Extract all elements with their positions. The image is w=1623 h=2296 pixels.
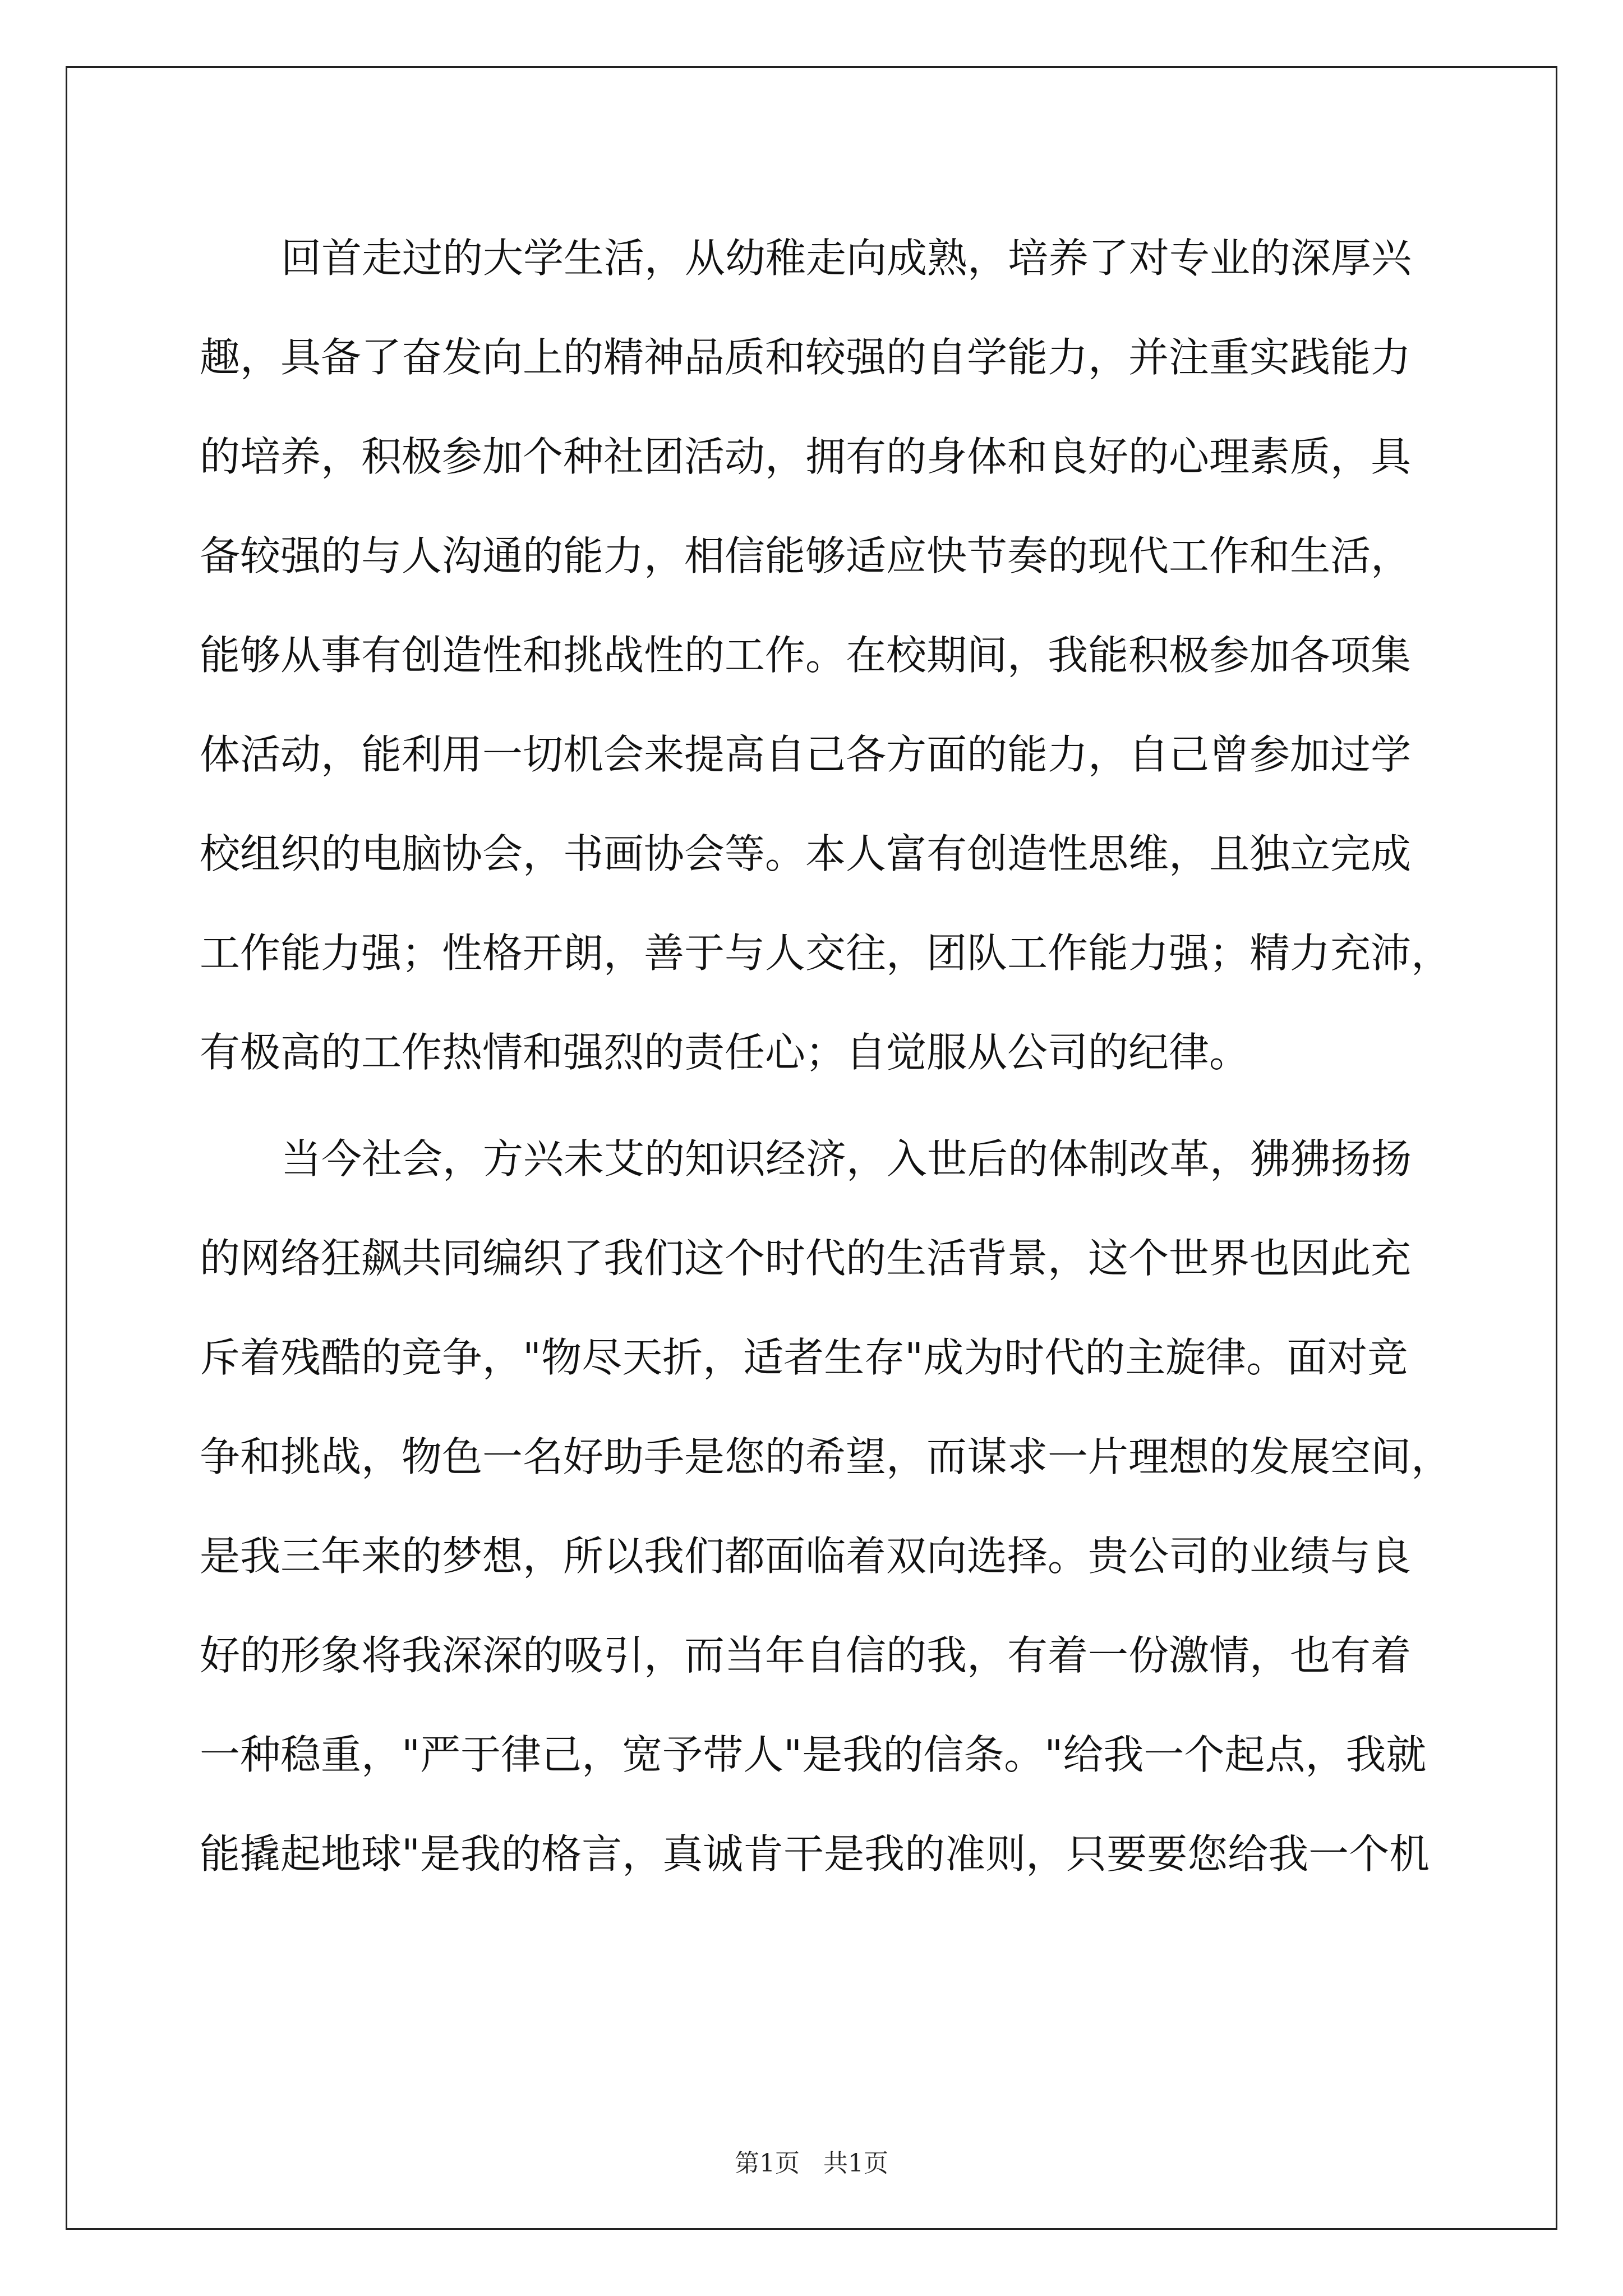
page-total: 共1页 [823,2149,888,2178]
paragraph-2-line-8: 能撬起地球"是我的格言，真诚肯干是我的准则，只要要您给我一个机 [200,1830,1430,1878]
paragraph-1-line-3: 的培养，积极参加个种社团活动，拥有的身体和良好的心理素质，具 [200,433,1412,480]
paragraph-1-line-5: 能够从事有创造性和挑战性的工作。在校期间，我能积极参加各项集 [200,632,1412,679]
paragraph-1-line-7: 校组织的电脑协会，书画协会等。本人富有创造性思维，且独立完成 [200,830,1412,877]
paragraph-1-line-9: 有极高的工作热情和强烈的责任心；自觉服从公司的纪律。 [200,1029,1250,1076]
page-footer [0,2143,1623,2179]
paragraph-1-line-2: 趣，具备了奋发向上的精神品质和较强的自学能力，并注重实践能力 [200,334,1412,381]
paragraph-2-line-3: 斥着残酷的竞争，"物尽天折，适者生存"成为时代的主旋律。面对竞 [200,1334,1408,1381]
paragraph-2-line-7: 一种稳重，"严于律己，宽予带人"是我的信条。"给我一个起点，我就 [200,1731,1427,1778]
paragraph-2-line-5: 是我三年来的梦想，所以我们都面临着双向选择。贵公司的业绩与良 [200,1533,1412,1580]
paragraph-1-line-8: 工作能力强；性格开朗，善于与人交往，团队工作能力强；精力充沛， [200,930,1452,977]
page-number: 第1页 [735,2149,800,2178]
paragraph-2-line-6: 好的形象将我深深的吸引，而当年自信的我，有着一份激情，也有着 [200,1632,1412,1679]
paragraph-1-line-6: 体活动，能利用一切机会来提高自己各方面的能力，自己曾参加过学 [200,731,1412,778]
paragraph-1-line-1: 回首走过的大学生活，从幼稚走向成熟，培养了对专业的深厚兴 [281,234,1412,282]
paragraph-2-line-4: 争和挑战，物色一名好助手是您的希望，而谋求一片理想的发展空间， [200,1433,1452,1480]
document-body [200,209,1452,1904]
paragraph-2-line-1: 当今社会，方兴未艾的知识经济，入世后的体制改革，狒狒扬扬 [281,1135,1412,1182]
paragraph-2-line-2: 的网络狂飙共同编织了我们这个时代的生活背景，这个世界也因此充 [200,1235,1412,1282]
paragraph-gap [200,1102,1433,1110]
paragraph-1-line-4: 备较强的与人沟通的能力，相信能够适应快节奏的现代工作和生活， [200,532,1412,579]
